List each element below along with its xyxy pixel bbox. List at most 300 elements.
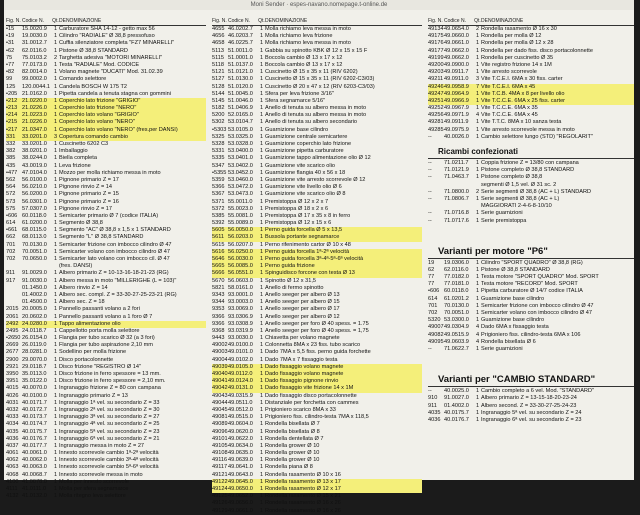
cell-codice: 71.0121.9	[444, 167, 469, 174]
table-row	[6, 213, 206, 220]
cell-denominazione: Rondella bisellata Ø 8	[265, 428, 320, 435]
cell-codice: 40.0026.0	[444, 133, 469, 140]
table-row	[212, 242, 422, 249]
table-row	[428, 324, 634, 331]
cell-denominazione: Sodellino per molla frizione	[59, 349, 127, 356]
cell-qt: 4	[475, 112, 480, 119]
cell-fig: 5347	[212, 162, 225, 169]
page-header: Moni Sender · espes-navano.nomepage.t-online.de	[4, 0, 634, 10]
cell-qt: 1	[53, 320, 58, 327]
cell-denominazione: Rondella per molla Ø 12 x 28	[481, 40, 554, 47]
cell-qt: 1	[259, 421, 264, 428]
cell-qt: 1	[259, 248, 264, 255]
cell-codice: 62.0116.0	[444, 266, 469, 273]
cell-codice: 49.0635.0	[228, 450, 253, 457]
cell-codice: 21.0347.0	[22, 126, 47, 133]
cell-qt: 1	[53, 76, 58, 83]
cell-fig: 5200	[212, 112, 225, 119]
cell-denominazione: Cuscinetto 6202 C3	[59, 141, 109, 147]
cell-fig: 702	[428, 310, 438, 316]
cell-codice: 51.0001.0	[228, 54, 253, 61]
cell-codice: 70.0051.0	[22, 248, 47, 255]
cell-denominazione: Rondella grower Ø 10	[265, 457, 320, 464]
cell-denominazione: Pignone primario Z = 15	[59, 191, 119, 198]
cell-codice: 49.0102.0	[228, 356, 253, 363]
cell-qt: 1	[53, 406, 58, 413]
cell-codice: 53.0325.0	[228, 133, 253, 140]
cell-fig: 4037	[6, 442, 19, 449]
parts-list	[428, 26, 634, 141]
table-row	[212, 76, 422, 83]
cell-codice: 49.0304.9	[444, 324, 469, 331]
cell-fig: --	[428, 174, 432, 181]
cell-qt: 1	[53, 61, 58, 68]
table-row	[212, 263, 422, 270]
cell-fig: 4062	[6, 457, 19, 464]
table-row	[428, 332, 634, 339]
cell-fig: 5335	[212, 155, 225, 162]
table-row	[212, 213, 422, 220]
cell-codice: 40.0070.0	[22, 385, 47, 392]
table-row	[212, 321, 422, 328]
cell-fig: 5359	[212, 176, 225, 183]
cell-qt: 1	[53, 349, 58, 356]
cell-fig: 49082	[428, 331, 444, 338]
cell-denominazione: Innesto scorrevole cambio 1ª-2ª velocità	[59, 450, 159, 457]
table-row	[212, 508, 422, 515]
cell-denominazione: Gabbia su spinotto KBK Ø 12 x 15 x 15 F	[265, 47, 368, 54]
cell-denominazione: Vite arresto scorrevole messa in moto	[481, 126, 575, 133]
cell-qt: 1	[259, 256, 264, 262]
cell-denominazione: Premistoppa Ø 17 x 35 x 8 in ferro	[265, 212, 351, 219]
table-row	[212, 414, 422, 421]
cell-denominazione: Rondella piana Ø 8	[265, 464, 313, 471]
cell-denominazione: Ingranaggio 1ª vel. su secondario Z = 33	[59, 399, 160, 406]
cell-qt: 1	[259, 306, 264, 313]
cell-codice: 91.0029.0	[22, 270, 47, 277]
cell-denominazione: Semicarter volano con imbocco cilindro Ø 47	[59, 248, 170, 255]
cell-fig: 385	[6, 155, 16, 162]
table-row	[6, 242, 206, 249]
cell-codice: 56.0085.0	[228, 263, 253, 270]
cell-fig: 49200	[428, 61, 444, 68]
cell-qt: 1	[53, 227, 58, 234]
table-row	[428, 388, 634, 395]
cell-codice: 53.0300.0	[444, 317, 469, 324]
cell-fig: 62	[428, 266, 435, 273]
cell-qt: 1	[53, 478, 58, 485]
cell-codice: 49.0512.0	[228, 406, 253, 413]
cell-fig: 614	[428, 295, 438, 302]
cell-denominazione: Guarnizione vite scarico olio	[265, 162, 335, 169]
table-row	[6, 134, 206, 141]
cell-qt: 1	[53, 421, 58, 428]
cell-qt: 1	[259, 241, 264, 248]
cell-fig: •215	[6, 119, 18, 126]
cell-denominazione: Rondella rasamento Ø 16 x 26	[265, 507, 341, 514]
cell-codice: 53.0473.0	[228, 191, 253, 198]
cell-qt	[474, 203, 481, 210]
table-row	[6, 299, 206, 306]
cell-fig: 5115	[212, 54, 225, 61]
catalog-page	[4, 0, 634, 514]
cell-qt: 1	[475, 217, 480, 224]
table-row	[6, 292, 206, 299]
cell-denominazione: Dado fissaggio pignone rinvio	[265, 378, 339, 385]
cell-qt: 1	[53, 212, 58, 219]
cell-denominazione: Rondella rasamento Ø 13 x 17	[265, 478, 341, 485]
cell-codice: 49.0645.0	[228, 478, 253, 485]
cell-codice: 49.0911.7	[444, 69, 469, 76]
cell-qt: 1	[53, 392, 58, 399]
header-fig: Fig. N.	[6, 18, 21, 24]
cell-codice: 29.0118.7	[22, 363, 47, 370]
cell-codice: 77.0173.0	[22, 61, 47, 68]
cell-denominazione: MAGGIORATI 2-4-6-8-10/10	[481, 203, 552, 210]
cell-fig: 332	[6, 141, 16, 147]
cell-qt: 1	[259, 205, 264, 212]
cell-qt: 1	[53, 486, 58, 492]
cell-codice: 01.1450.0	[22, 284, 47, 291]
cell-denominazione: Molla richiamo leva frizione	[265, 33, 333, 40]
cell-codice	[444, 182, 474, 189]
cell-fig: 49124	[212, 486, 228, 492]
cell-qt: 1	[53, 335, 58, 342]
cell-qt: 1	[475, 274, 480, 281]
cell-codice	[444, 203, 474, 210]
table-row	[212, 234, 422, 241]
cell-fig: •5355	[212, 169, 227, 176]
table-row	[212, 349, 422, 356]
cell-codice: 49.0105.0	[228, 363, 253, 370]
cell-codice: 49.0515.0	[228, 414, 253, 421]
cell-denominazione: Flangia per tubo aspirazione 2,10 mm	[59, 342, 153, 349]
cell-denominazione: Guarnizione vite livello olio Ø 6	[265, 184, 342, 191]
cell-denominazione: Colonnetta 8MA x 23 fiss. tubo scarico	[265, 342, 361, 349]
cell-codice: 33.0201.0	[22, 141, 47, 147]
cell-denominazione: Sfera per leva frizione 3/16"	[265, 90, 334, 97]
cell-fig: --	[428, 345, 432, 352]
table-row	[212, 371, 422, 378]
table-row	[6, 141, 206, 148]
table-row	[212, 500, 422, 507]
cell-codice: 19.0030.0	[22, 33, 47, 40]
cell-codice: 52.0165.0	[228, 112, 253, 119]
cell-codice: 21.0162.0	[22, 90, 47, 97]
cell-codice: 60.0118.0	[22, 212, 47, 219]
cell-codice: 49.0620.0	[228, 428, 253, 435]
table-row	[212, 40, 422, 47]
cell-qt: 1	[53, 327, 58, 334]
table-row	[212, 299, 422, 306]
section-title-p6: Varianti per motore "P6"	[438, 245, 548, 257]
cell-qt: 1	[259, 493, 264, 500]
cell-codice: 49.0966.9	[444, 97, 469, 104]
cell-qt: 1	[475, 126, 480, 133]
cell-denominazione: Albero sec. compl. Z = 33-30-27-25-23-21 (RG)	[59, 291, 177, 298]
cell-denominazione: Pipetta carburatore Ø 14/7 codice ITALIA	[481, 288, 583, 295]
table-row	[212, 55, 422, 62]
cell-codice: 71.0806.7	[444, 195, 469, 202]
cell-fig: 5646	[212, 256, 225, 262]
cell-fig: --	[428, 160, 432, 166]
cell-codice: 49.0100.0	[228, 342, 253, 349]
cell-denominazione: Coperchio lato volano "NERO"	[59, 119, 135, 126]
cell-qt: 2	[53, 54, 58, 61]
cell-codice: 49.0967.9	[444, 105, 469, 112]
cell-codice: 40.0176.7	[444, 416, 469, 423]
table-row	[6, 206, 206, 213]
table-row	[428, 260, 634, 267]
cell-qt: 1	[259, 378, 264, 385]
cell-codice: 70.0650.0	[22, 256, 47, 262]
cell-denominazione: Albero second. Z = 33-30-27-25-24-23	[481, 402, 577, 409]
cell-qt: 7	[475, 83, 480, 90]
cell-codice: 56.0250.0	[228, 248, 253, 255]
table-row	[6, 429, 206, 436]
table-row	[212, 98, 422, 105]
cell-fig	[428, 203, 444, 210]
cell-denominazione: Imballaggio	[59, 148, 88, 155]
table-row	[428, 33, 634, 40]
cell-fig: 4655	[212, 26, 225, 32]
cell-denominazione: Biella completa	[59, 155, 97, 162]
cell-codice: 56.0050.0	[228, 227, 253, 234]
cell-denominazione: Pignone rinvio Z = 14	[59, 184, 113, 191]
cell-fig	[6, 292, 22, 299]
cell-fig: 9443	[212, 335, 225, 342]
cell-qt: 1	[53, 284, 58, 291]
table-row	[6, 112, 206, 119]
table-row	[6, 464, 206, 471]
cell-codice: 49.0652.0	[228, 493, 253, 500]
table-row	[212, 270, 422, 277]
cell-denominazione: Pistone completo Ø 38,8 STANDARD	[481, 167, 575, 174]
header-denominazione: DENOMINAZIONE	[59, 18, 102, 24]
cell-codice: 93.0306.9	[228, 313, 253, 320]
cell-codice: 40.0061.0	[22, 450, 47, 457]
cell-codice: 93.0308.9	[228, 320, 253, 327]
cell-qt: 1	[475, 167, 480, 174]
cell-fig: •606	[6, 212, 18, 219]
cell-fig: 49252	[428, 105, 444, 112]
cell-denominazione: Molla per innesto scorrevole	[59, 478, 129, 485]
cell-denominazione: Dado 6MA x fissaggio testa	[481, 324, 549, 331]
table-row	[212, 91, 422, 98]
cell-qt: 1	[259, 313, 264, 320]
table-row	[428, 339, 634, 346]
cell-qt: 1	[53, 141, 58, 147]
cell-denominazione: Chiavetta per volano magnete	[265, 335, 340, 342]
cell-codice: 56.0100.0	[22, 176, 47, 183]
cell-denominazione: Serie guarnizioni	[481, 210, 523, 217]
cell-codice: 51.0137.0	[228, 61, 253, 68]
cell-codice: 93.0003.0	[228, 299, 253, 306]
table-row	[428, 26, 634, 33]
cell-qt: 1	[53, 256, 58, 262]
cell-codice: 40.0175.7	[22, 428, 47, 435]
cell-codice: 20.0005.0	[22, 306, 47, 313]
cell-codice: 62.0116.0	[22, 47, 47, 54]
cell-fig: 5121	[212, 69, 225, 76]
cell-codice: 29.0070.0	[22, 356, 47, 363]
table-row	[212, 199, 422, 206]
table-row	[212, 342, 422, 349]
header-denominazione: DENOMINAZIONE	[481, 18, 524, 24]
cell-fig: 382	[6, 148, 16, 155]
cell-denominazione: Rondella bisellata Ø 6	[481, 338, 536, 345]
cell-denominazione: Cuscinetto Ø 15 x 35 x 11 (RIV 6202-C3/03)	[265, 76, 375, 83]
table-row	[6, 357, 206, 364]
cell-codice: 38.0244.0	[22, 155, 47, 162]
cell-codice: 120.0044.1	[22, 83, 50, 90]
cell-fig: 5145	[212, 97, 225, 104]
cell-qt: 3	[475, 76, 480, 83]
cell-fig: •31	[6, 40, 15, 47]
cell-denominazione: Rondella bisellata Ø 7	[265, 421, 320, 428]
cell-fig: 49177	[428, 47, 444, 54]
table-row	[428, 210, 634, 217]
cell-denominazione: Coperchio lato frizione "GRIGIO"	[59, 97, 141, 104]
cell-fig: 5616	[212, 248, 225, 255]
cell-codice: 49.0622.0	[228, 435, 253, 442]
cell-qt: 1	[53, 435, 58, 442]
header-qt: Qt.	[52, 18, 59, 24]
cell-codice: 56.0210.0	[22, 184, 47, 191]
cell-codice: 26.0154.0	[22, 335, 47, 342]
cell-denominazione: Pignone primario Z = 17	[59, 176, 119, 183]
table-row	[6, 249, 206, 256]
cell-denominazione: Dado fissaggio volano magnete	[265, 363, 344, 370]
cell-fig: 3950	[6, 371, 19, 377]
table-row	[6, 364, 206, 371]
cell-qt: 1	[259, 105, 264, 112]
cell-qt: 1	[259, 61, 264, 68]
cell-fig: 2669	[6, 342, 19, 349]
cell-fig: 4100	[6, 478, 19, 485]
cell-codice: 55.0011.0	[228, 198, 253, 205]
table-row	[6, 400, 206, 407]
cell-fig: 49116	[212, 457, 228, 464]
table-row	[428, 69, 634, 76]
cell-denominazione: Guarnizione vite arresto scorrevole Ø 12	[265, 176, 366, 183]
cell-fig: 49176	[428, 40, 444, 47]
cell-qt: 3	[53, 133, 58, 140]
cell-qt: 1	[259, 471, 264, 478]
cell-fig	[6, 263, 22, 270]
column-header	[212, 12, 422, 26]
cell-fig: •661	[6, 227, 18, 234]
cell-qt: 1	[475, 160, 480, 166]
table-row	[6, 393, 206, 400]
cell-qt: 1	[259, 342, 264, 349]
table-row	[6, 40, 206, 47]
cell-qt: 2	[475, 26, 480, 32]
cell-denominazione: Pistone Ø 38,8 STANDARD	[59, 47, 128, 54]
cell-fig: 9353	[212, 306, 225, 313]
cell-codice: 49.0660.0	[444, 33, 469, 40]
table-row	[6, 314, 206, 321]
cell-fig: 75	[6, 54, 13, 61]
cell-denominazione: Dado 7MA x 7 fissaggio testa	[265, 356, 338, 363]
cell-fig: •606	[428, 288, 440, 295]
cell-denominazione: Testa motore "SPORT QUADRO" Mod. SPORT	[481, 274, 599, 281]
cell-qt: 1	[259, 133, 264, 140]
cell-qt: 1	[259, 198, 264, 205]
cell-fig: 49043	[212, 392, 228, 399]
table-row	[6, 184, 206, 191]
cell-qt: 1	[259, 162, 264, 169]
cell-denominazione: Distanziale per forchetta con cammes	[265, 399, 359, 406]
cell-codice: 93.0001.0	[228, 291, 253, 298]
cell-codice: 51.0121.0	[228, 69, 253, 76]
cell-fig: 4656	[212, 33, 225, 40]
cell-codice: 53.0105.0	[228, 126, 253, 133]
cell-qt: 1	[475, 174, 480, 181]
cell-codice: 41.0078.0	[22, 478, 47, 485]
table-row	[6, 328, 206, 335]
table-row	[428, 48, 634, 55]
cell-qt: 4	[475, 324, 480, 331]
cell-qt: 1	[53, 162, 58, 169]
cell-denominazione: Rondella per molla Ø 12	[481, 33, 542, 40]
cell-codice: 77.0181.0	[444, 281, 469, 288]
cell-codice: 21.0226.0	[22, 105, 47, 112]
cell-qt: 1	[259, 227, 264, 234]
cell-qt: 1	[259, 148, 264, 155]
cell-fig: 4111	[6, 486, 18, 492]
table-row	[212, 256, 422, 263]
cell-qt: 1	[53, 450, 58, 457]
cell-denominazione: Premistoppa Ø 12 x 15 x 6	[265, 220, 332, 227]
cell-codice: 51.0011.0	[228, 47, 253, 54]
cell-denominazione: Anello seeger per albero Ø 17	[265, 306, 340, 313]
table-row	[428, 167, 634, 174]
cell-codice: 40.0068.7	[22, 471, 47, 478]
cell-denominazione: Ingranaggio frizione Z = 80 con campana	[59, 385, 161, 392]
cell-qt: 1	[53, 119, 58, 126]
cell-denominazione: Coperchio lato volano "NERO" (fres.per DANSI)	[59, 126, 178, 133]
cell-codice: 57.0307.0	[22, 205, 47, 212]
cell-qt: 1	[259, 363, 264, 370]
table-row	[6, 493, 206, 500]
cell-fig: 49126	[212, 500, 228, 507]
cell-fig: 5666	[212, 270, 225, 277]
table-row	[212, 249, 422, 256]
cell-qt: 1	[259, 47, 264, 54]
cell-codice: 40.0171.7	[22, 399, 47, 406]
cell-denominazione: Cuffia silenziatore completa "FZ7 MINARELLI"	[59, 40, 175, 47]
cell-fig: 911	[428, 402, 437, 409]
cell-fig: 572	[6, 191, 16, 198]
cell-denominazione: Segmento "L" Ø 38,8 STANDARD	[59, 234, 144, 241]
cell-qt: 1	[53, 277, 58, 284]
cell-qt: 1	[475, 54, 480, 61]
cell-codice: 49.0971.9	[444, 112, 469, 119]
cell-codice: 53.0460.0	[228, 176, 253, 183]
cell-codice: 38.0201.0	[22, 148, 47, 155]
cell-fig: 2900	[6, 356, 19, 363]
cell-qt: 1	[53, 176, 58, 183]
cell-qt: 1	[259, 234, 264, 241]
cell-qt: 1	[53, 291, 58, 298]
cell-codice: 71.0622.7	[444, 345, 469, 352]
cell-fig: 49251	[428, 97, 444, 104]
cell-qt: 1	[475, 416, 480, 423]
table-row	[212, 227, 422, 234]
cell-codice: 41.0132.0	[22, 493, 47, 500]
cell-codice: 49.0112.0	[228, 371, 253, 377]
